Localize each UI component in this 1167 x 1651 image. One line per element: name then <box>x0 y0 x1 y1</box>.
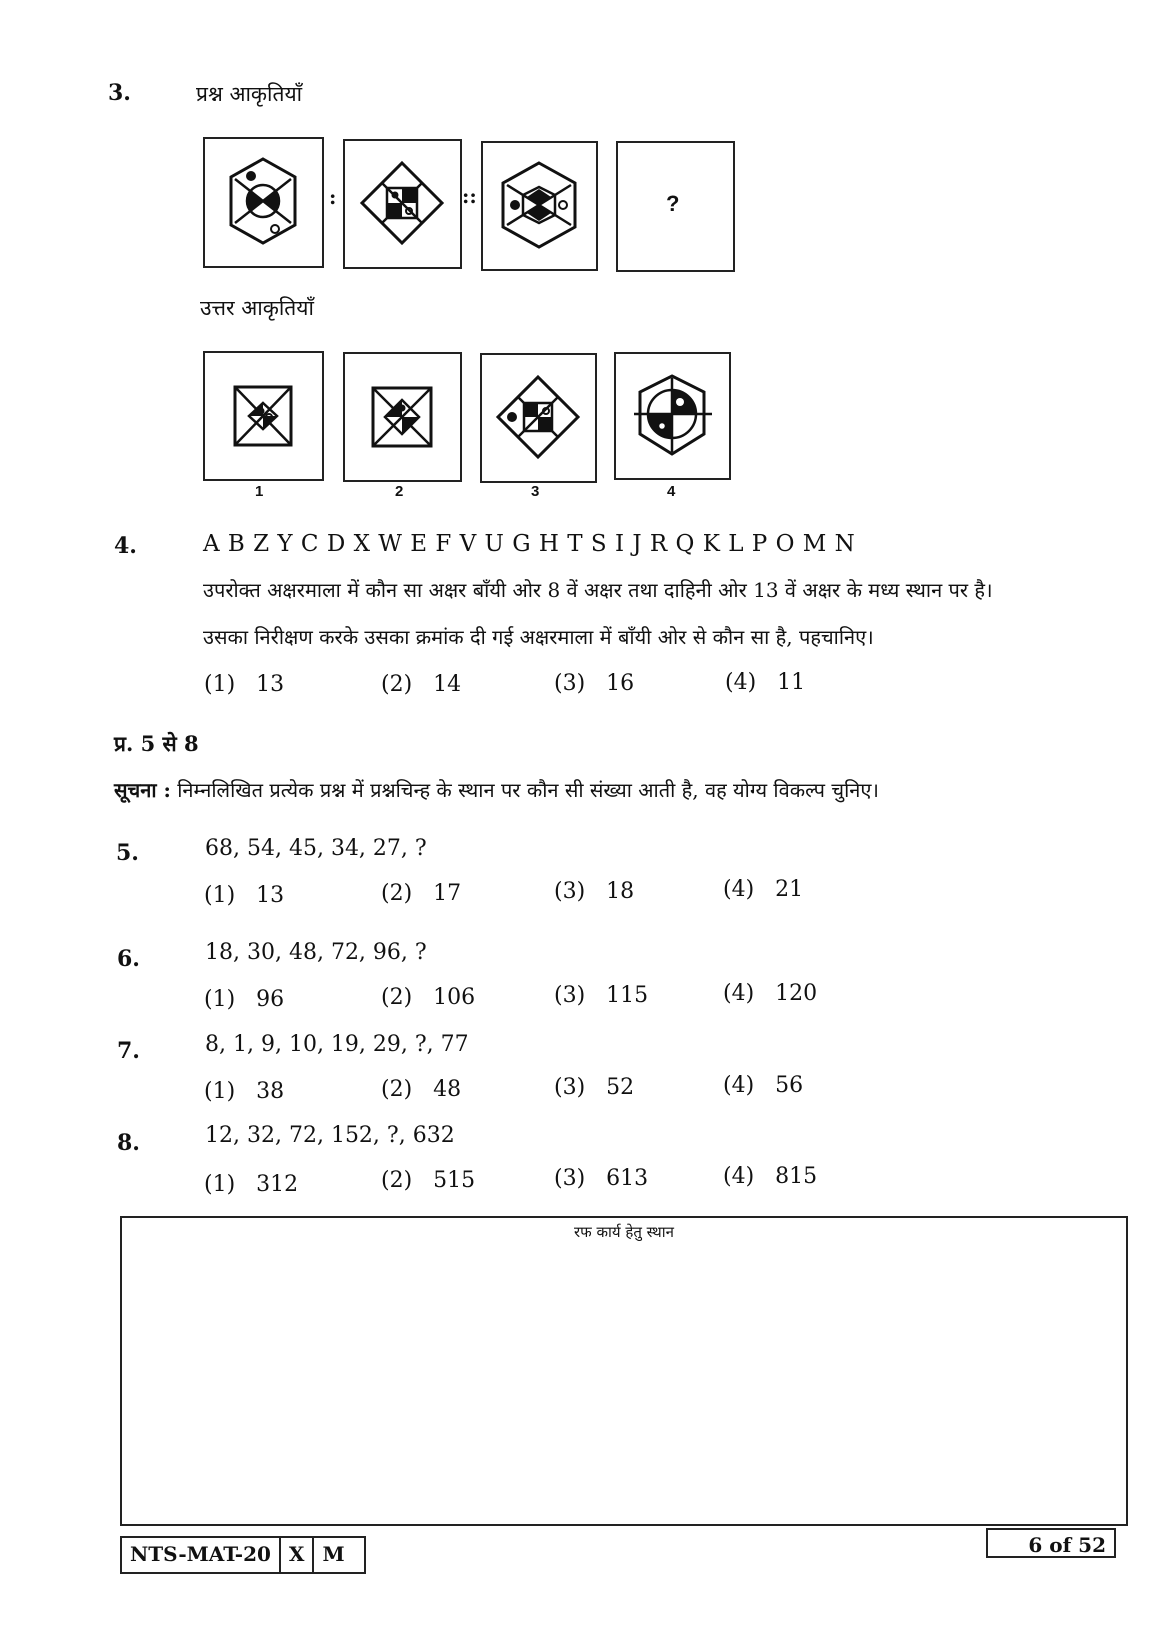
answer-figure-3[interactable] <box>480 353 597 483</box>
q8-option-1[interactable] <box>204 1172 298 1197</box>
footer-paper-code <box>120 1536 366 1574</box>
q7-number: 7. <box>117 1038 140 1064</box>
q5-option-4[interactable] <box>723 877 803 902</box>
option-value: 56 <box>775 1073 804 1098</box>
q5-number: 5. <box>116 840 139 866</box>
option-value: 312 <box>256 1172 299 1197</box>
section-range: प्र. 5 से 8 <box>114 731 199 756</box>
ratio-colon-1: : <box>329 185 337 209</box>
question-mark: ? <box>666 191 680 216</box>
option-value: 21 <box>775 877 804 902</box>
q7-option-1[interactable] <box>204 1079 284 1104</box>
question-figure-3 <box>481 141 598 271</box>
q7-series: 8, 1, 9, 10, 19, 29, ?, 77 <box>205 1032 469 1057</box>
option-value: 13 <box>256 883 285 908</box>
option-label: (3) <box>554 879 586 904</box>
option-label: (2) <box>381 1077 413 1102</box>
q7-option-3[interactable] <box>554 1075 634 1100</box>
note-label: सूचना : <box>114 778 171 802</box>
q4-text-line-1: उपरोक्त अक्षरमाला में कौन सा अक्षर बाँयी ओर 8 वें अक्षर तथा दाहिनी ओर 13 वें अक्षर के मध्य स्थान पर है। <box>203 578 993 602</box>
option-label: (4) <box>723 877 755 902</box>
q8-option-2[interactable] <box>381 1168 475 1193</box>
option-label: (4) <box>725 670 757 695</box>
q5-option-2[interactable] <box>381 881 461 906</box>
option-value: 17 <box>433 881 462 906</box>
answer-label-1: 1 <box>255 483 264 500</box>
option-label: (2) <box>381 881 413 906</box>
option-label: (2) <box>381 1168 413 1193</box>
q8-option-3[interactable] <box>554 1166 648 1191</box>
answer-label-2: 2 <box>395 483 404 500</box>
option-value: 515 <box>433 1168 476 1193</box>
option-value: 115 <box>606 983 649 1008</box>
q8-series: 12, 32, 72, 152, ?, 632 <box>205 1123 455 1148</box>
footer-code: NTS-MAT-20 <box>122 1538 281 1572</box>
q4-text-line-2: उसका निरीक्षण करके उसका क्रमांक दी गई अक्षरमाला में बाँयी ओर से कौन सा है, पहचानिए। <box>203 625 874 649</box>
option-value: 16 <box>606 671 635 696</box>
q4-option-2[interactable] <box>381 672 461 697</box>
option-label: (1) <box>204 672 236 697</box>
option-label: (3) <box>554 1166 586 1191</box>
option-label: (1) <box>204 987 236 1012</box>
option-value: 815 <box>775 1164 818 1189</box>
section-note <box>114 776 879 803</box>
answer-figure-2[interactable] <box>343 352 462 482</box>
answer-figure-4[interactable] <box>614 352 731 480</box>
option-label: (3) <box>554 671 586 696</box>
footer-page-number: 6 of 52 <box>986 1528 1116 1558</box>
option-value: 11 <box>777 670 806 695</box>
option-value: 18 <box>606 879 635 904</box>
option-value: 48 <box>433 1077 462 1102</box>
q3-number: 3. <box>108 80 131 106</box>
q6-option-3[interactable] <box>554 983 648 1008</box>
q4-letter-series: A B Z Y C D X W E F V U G H T S I J R Q K L P O M N <box>203 531 856 557</box>
q4-number: 4. <box>114 533 137 559</box>
option-value: 14 <box>433 672 462 697</box>
footer-medium: M <box>322 1542 345 1566</box>
q7-option-2[interactable] <box>381 1077 461 1102</box>
ratio-double-colon: :: <box>462 184 477 208</box>
option-label: (2) <box>381 672 413 697</box>
q6-series: 18, 30, 48, 72, 96, ? <box>205 940 427 965</box>
q6-option-4[interactable] <box>723 981 817 1006</box>
option-value: 106 <box>433 985 476 1010</box>
option-value: 38 <box>256 1079 285 1104</box>
option-value: 96 <box>256 987 285 1012</box>
option-value: 613 <box>606 1166 649 1191</box>
answer-figure-1[interactable] <box>203 351 324 481</box>
option-label: (3) <box>554 983 586 1008</box>
question-figure-1 <box>203 137 324 268</box>
option-label: (2) <box>381 985 413 1010</box>
option-label: (4) <box>723 981 755 1006</box>
q4-option-3[interactable] <box>554 671 634 696</box>
q3-question-title: प्रश्न आकृतियाँ <box>196 82 303 106</box>
option-value: 52 <box>606 1075 635 1100</box>
option-label: (1) <box>204 1172 236 1197</box>
answer-label-3: 3 <box>531 483 540 500</box>
option-value: 13 <box>256 672 285 697</box>
q4-option-1[interactable] <box>204 672 284 697</box>
question-figure-2 <box>343 139 462 269</box>
footer-set: X <box>281 1538 315 1572</box>
option-label: (4) <box>723 1073 755 1098</box>
q5-option-1[interactable] <box>204 883 284 908</box>
q6-option-2[interactable] <box>381 985 475 1010</box>
q7-option-4[interactable] <box>723 1073 803 1098</box>
q6-option-1[interactable] <box>204 987 284 1012</box>
note-text: निम्नलिखित प्रत्येक प्रश्न में प्रश्नचिन्ह के स्थान पर कौन सी संख्या आती है, वह योग्य विकल्प चुनिए। <box>177 778 879 802</box>
q5-option-3[interactable] <box>554 879 634 904</box>
q6-number: 6. <box>117 946 140 972</box>
rough-work-title: रफ कार्य हेतु स्थान <box>574 1223 674 1241</box>
option-value: 120 <box>775 981 818 1006</box>
option-label: (1) <box>204 1079 236 1104</box>
rough-work-area <box>120 1216 1128 1526</box>
option-label: (3) <box>554 1075 586 1100</box>
option-label: (1) <box>204 883 236 908</box>
answer-label-4: 4 <box>667 483 676 500</box>
q4-option-4[interactable] <box>725 670 805 695</box>
q8-number: 8. <box>117 1130 140 1156</box>
option-label: (4) <box>723 1164 755 1189</box>
q5-series: 68, 54, 45, 34, 27, ? <box>205 836 427 861</box>
question-figure-4-unknown <box>616 141 735 272</box>
q8-option-4[interactable] <box>723 1164 817 1189</box>
q3-answer-title: उत्तर आकृतियाँ <box>200 296 314 320</box>
